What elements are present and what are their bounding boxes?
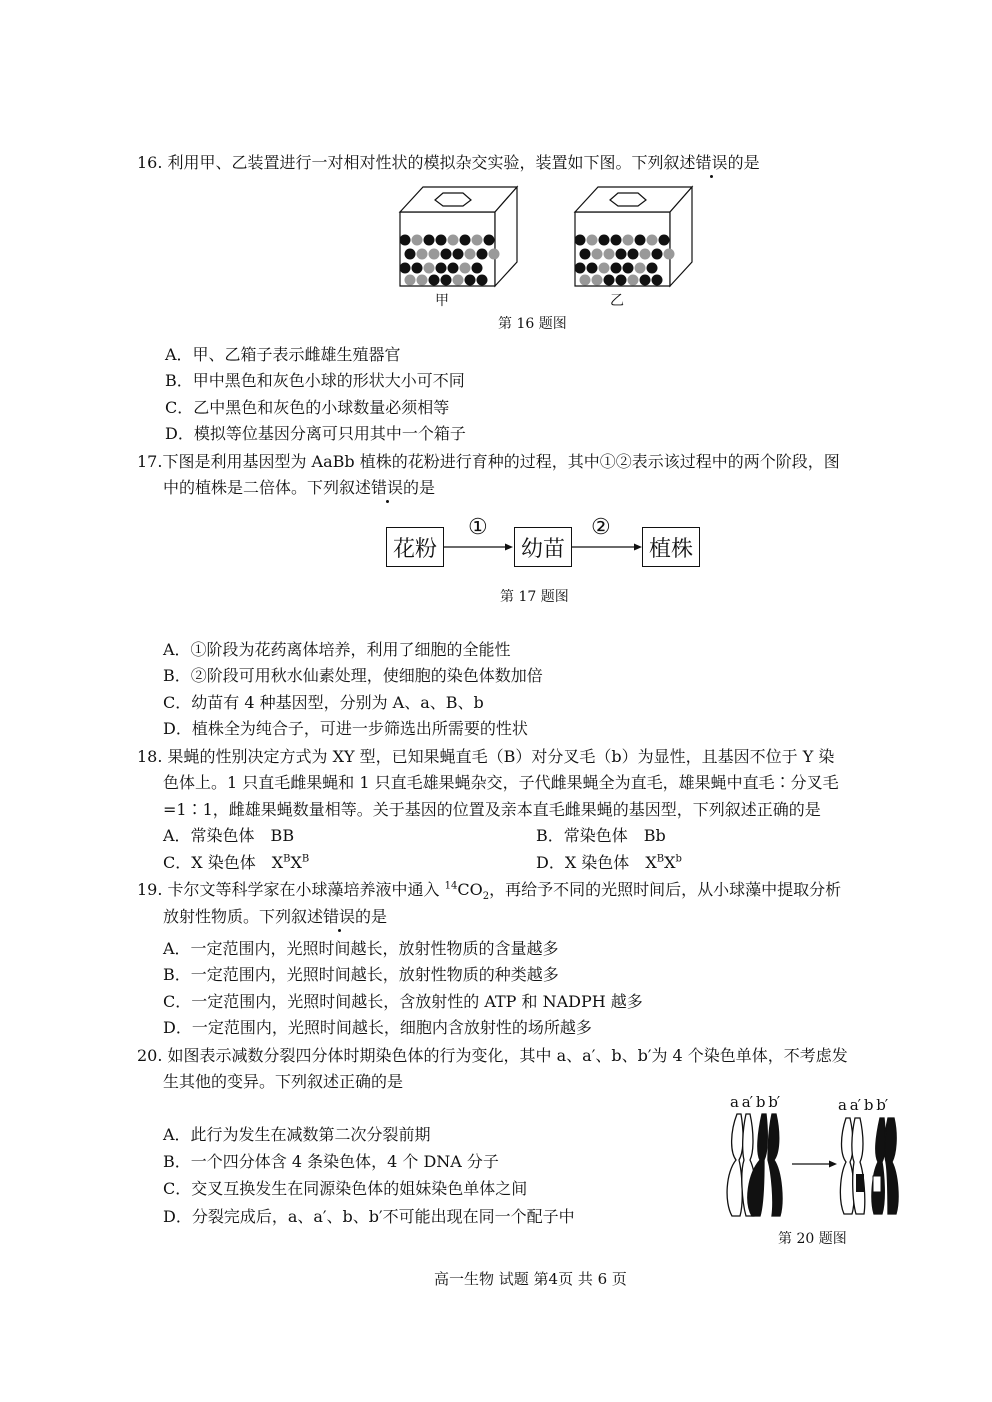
ball-jia bbox=[412, 263, 423, 274]
q16-option-c: C．乙中黑色和灰色的小球数量必须相等 bbox=[165, 398, 450, 417]
ball-jia bbox=[405, 275, 416, 286]
ball-yi bbox=[623, 263, 634, 274]
q17-option-b: B．②阶段可用秋水仙素处理，使细胞的染色体数加倍 bbox=[163, 666, 543, 685]
q16-option-a: A．甲、乙箱子表示雌雄生殖器官 bbox=[165, 345, 401, 364]
q19-stem-line1: 19. 卡尔文等科学家在小球藻培养液中通入 $^{14}CO_2$，再给予不同的光照时间后，从小球藻中提取分析 bbox=[137, 880, 842, 903]
q20-chromosome-figure bbox=[722, 1112, 917, 1220]
q20-chromatid-labels-left: a a′ b b′ bbox=[730, 1093, 780, 1111]
q17-option-a: A．①阶段为花药离体培养，利用了细胞的全能性 bbox=[163, 640, 511, 659]
chromosome-pair-before bbox=[727, 1114, 782, 1216]
ball-jia bbox=[441, 275, 452, 286]
ball-yi bbox=[652, 275, 663, 286]
q18-stem-line2: 色体上。1 只直毛雌果蝇和 1 只直毛雄果蝇杂交，子代雌果蝇全为直毛，雄果蝇中直毛∶分叉毛 bbox=[163, 773, 839, 792]
ball-yi bbox=[611, 263, 622, 274]
ball-yi bbox=[580, 275, 591, 286]
ball-jia bbox=[465, 249, 476, 260]
q19-stem-line2: 放射性物质。下列叙述错误的是 bbox=[163, 904, 387, 927]
ball-jia bbox=[448, 263, 459, 274]
q18-option-c: C．X 染色体 $X^BX^B$ bbox=[163, 853, 310, 872]
ball-jia bbox=[424, 235, 435, 246]
ball-yi bbox=[575, 235, 586, 246]
q17-option-d: D．植株全为纯合子，可进一步筛选出所需要的性状 bbox=[163, 719, 528, 738]
ball-yi bbox=[664, 249, 675, 260]
q17-caption: 第 17 题图 bbox=[500, 589, 569, 605]
q20-chromatid-labels-right: a a′ b b′ bbox=[838, 1096, 888, 1114]
ball-jia bbox=[412, 235, 423, 246]
q18-option-d: D．X 染色体 $X^BX^b$ bbox=[536, 853, 682, 872]
ball-yi bbox=[640, 275, 651, 286]
q18-option-a: A．常染色体 BB bbox=[163, 826, 295, 845]
ball-yi bbox=[604, 249, 615, 260]
ball-yi bbox=[575, 263, 586, 274]
ball-jia bbox=[484, 235, 495, 246]
q17-option-c: C．幼苗有 4 种基因型，分别为 A、a、B、b bbox=[163, 693, 484, 712]
ball-jia bbox=[436, 235, 447, 246]
q20-option-d: D．分裂完成后，a、a′、b、b′不可能出现在同一个配子中 bbox=[163, 1207, 575, 1226]
ball-jia bbox=[424, 263, 435, 274]
q18-stem-line1: 18. 果蝇的性别决定方式为 XY 型，已知果蝇直毛（B）对分叉毛（b）为显性，且基因不位于 Y 染 bbox=[137, 747, 835, 766]
q16-label-yi: 乙 bbox=[610, 293, 624, 309]
ball-jia bbox=[489, 249, 500, 260]
q18-option-b: B．常染色体 Bb bbox=[536, 826, 666, 845]
q20-option-a: A．此行为发生在减数第二次分裂前期 bbox=[163, 1125, 431, 1144]
q16-stem: 16. 利用甲、乙装置进行一对相对性状的模拟杂交实验，装置如下图。下列叙述错误的是 bbox=[137, 150, 760, 173]
q20-stem-line2: 生其他的变异。下列叙述正确的是 bbox=[163, 1072, 404, 1091]
ball-yi bbox=[604, 275, 615, 286]
ball-jia bbox=[436, 263, 447, 274]
q19-option-b: B．一定范围内，光照时间越长，放射性物质的种类越多 bbox=[163, 965, 559, 984]
q16-label-jia: 甲 bbox=[435, 293, 449, 309]
ball-yi bbox=[635, 263, 646, 274]
ball-yi bbox=[587, 235, 598, 246]
ball-jia bbox=[477, 275, 488, 286]
ball-yi bbox=[592, 275, 603, 286]
ball-jia bbox=[429, 249, 440, 260]
ball-jia bbox=[477, 249, 488, 260]
ball-yi bbox=[599, 235, 610, 246]
page-footer: 高一生物 试题 第4页 共 6 页 bbox=[434, 1270, 627, 1288]
ball-jia bbox=[417, 275, 428, 286]
ball-jia bbox=[453, 275, 464, 286]
q16-option-d: D．模拟等位基因分离可只用其中一个箱子 bbox=[165, 424, 466, 443]
ball-yi bbox=[640, 249, 651, 260]
q19-option-d: D．一定范围内，光照时间越长，细胞内含放射性的场所越多 bbox=[163, 1018, 592, 1037]
ball-yi bbox=[652, 249, 663, 260]
q17-stem-line1: 17.下图是利用基因型为 AaBb 植株的花粉进行育种的过程，其中①②表示该过程中的两个阶段，图 bbox=[137, 452, 840, 471]
q18-stem-line3: =1∶1，雌雄果蝇数量相等。关于基因的位置及亲本直毛雌果蝇的基因型，下列叙述正确的是 bbox=[163, 800, 821, 819]
ball-jia bbox=[400, 263, 411, 274]
ball-jia bbox=[429, 275, 440, 286]
q17-step1-label: ① bbox=[468, 515, 488, 540]
q17-stem-line2: 中的植株是二倍体。下列叙述错误的是 bbox=[163, 475, 435, 498]
q20-stem-line1: 20. 如图表示减数分裂四分体时期染色体的行为变化，其中 a、a′、b、b′为 4 个染色单体，不考虑发 bbox=[137, 1046, 848, 1065]
q20-option-c: C．交叉互换发生在同源染色体的姐妹染色单体之间 bbox=[163, 1179, 528, 1198]
ball-jia bbox=[448, 235, 459, 246]
q17-box-plant: 植株 bbox=[642, 527, 700, 567]
q19-option-a: A．一定范围内，光照时间越长，放射性物质的含量越多 bbox=[163, 939, 559, 958]
ball-jia bbox=[400, 235, 411, 246]
ball-yi bbox=[592, 249, 603, 260]
ball-jia bbox=[417, 249, 428, 260]
ball-jia bbox=[460, 263, 471, 274]
ball-yi bbox=[599, 263, 610, 274]
q17-arrows bbox=[443, 540, 643, 554]
chromosome-pair-after bbox=[840, 1118, 898, 1214]
ball-yi bbox=[580, 249, 591, 260]
ball-yi bbox=[628, 249, 639, 260]
ball-yi bbox=[616, 249, 627, 260]
ball-yi bbox=[647, 235, 658, 246]
ball-jia bbox=[453, 249, 464, 260]
q16-option-b: B．甲中黑色和灰色小球的形状大小可不同 bbox=[165, 371, 465, 390]
ball-yi bbox=[659, 235, 670, 246]
ball-jia bbox=[441, 249, 452, 260]
ball-yi bbox=[616, 275, 627, 286]
ball-yi bbox=[635, 235, 646, 246]
q17-step2-label: ② bbox=[591, 515, 611, 540]
q19-option-c: C．一定范围内，光照时间越长，含放射性的 ATP 和 NADPH 越多 bbox=[163, 992, 643, 1011]
ball-yi bbox=[628, 275, 639, 286]
q20-caption: 第 20 题图 bbox=[778, 1231, 847, 1247]
ball-jia bbox=[465, 275, 476, 286]
q16-caption: 第 16 题图 bbox=[498, 316, 567, 332]
q16-boxes-figure bbox=[395, 182, 705, 292]
ball-yi bbox=[587, 263, 598, 274]
ball-jia bbox=[472, 263, 483, 274]
q20-option-b: B．一个四分体含 4 条染色体，4 个 DNA 分子 bbox=[163, 1152, 499, 1171]
ball-yi bbox=[623, 235, 634, 246]
ball-jia bbox=[405, 249, 416, 260]
q17-box-pollen: 花粉 bbox=[386, 527, 444, 567]
q17-box-seedling: 幼苗 bbox=[514, 527, 572, 567]
ball-yi bbox=[611, 235, 622, 246]
ball-jia bbox=[472, 235, 483, 246]
ball-yi bbox=[647, 263, 658, 274]
ball-jia bbox=[460, 235, 471, 246]
